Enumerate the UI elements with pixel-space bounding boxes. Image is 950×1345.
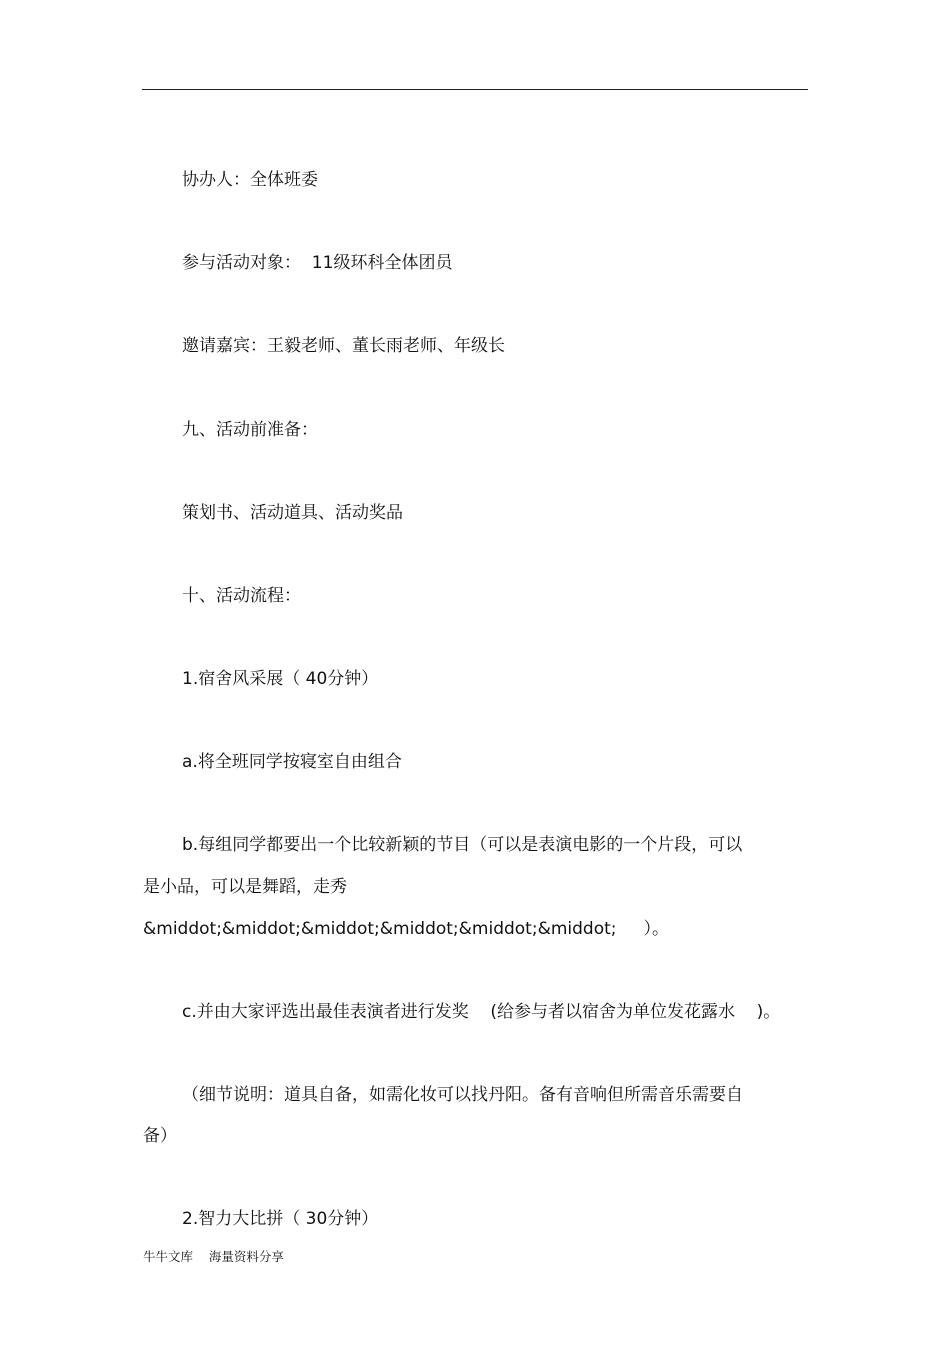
detail-note-cont: 备） [143, 1126, 177, 1146]
step-1a-text: a.将全班同学按寝室自由组合 [182, 752, 402, 772]
step-1b-text-cont: 是小品，可以是舞蹈，走秀 [143, 877, 347, 897]
section-10-heading: 十、活动流程： [182, 586, 301, 606]
participants-line: 参与活动对象： 11级环科全体团员 [182, 253, 453, 273]
step-1-heading: 1.宿舍风采展（ 40分钟） [182, 669, 379, 689]
detail-note: （细节说明：道具自备，如需化妆可以找丹阳。备有音响但所需音乐需要自 [182, 1085, 743, 1105]
guests-line: 邀请嘉宾：王毅老师、董长雨老师、年级长 [182, 336, 505, 356]
step-1b-text: b.每组同学都要出一个比较新颖的节目（可以是表演电影的一个片段，可以 [182, 835, 743, 855]
co-organizer-line: 协办人：全体班委 [182, 170, 318, 190]
step-1c-text: c.并由大家评选出最佳表演者进行发奖 (给参与者以宿舍为单位发花露水 )。 [182, 1002, 781, 1022]
header-rule [142, 89, 808, 90]
step-2-heading: 2.智力大比拼（ 30分钟） [182, 1209, 379, 1229]
preparation-items: 策划书、活动道具、活动奖品 [182, 503, 403, 523]
step-1b-text-end: &middot;&middot;&middot;&middot;&middot;&middot; ）。 [143, 919, 670, 939]
footer-text: 牛牛文库 海量资料分享 [143, 1249, 284, 1264]
section-9-heading: 九、活动前准备： [182, 420, 318, 440]
